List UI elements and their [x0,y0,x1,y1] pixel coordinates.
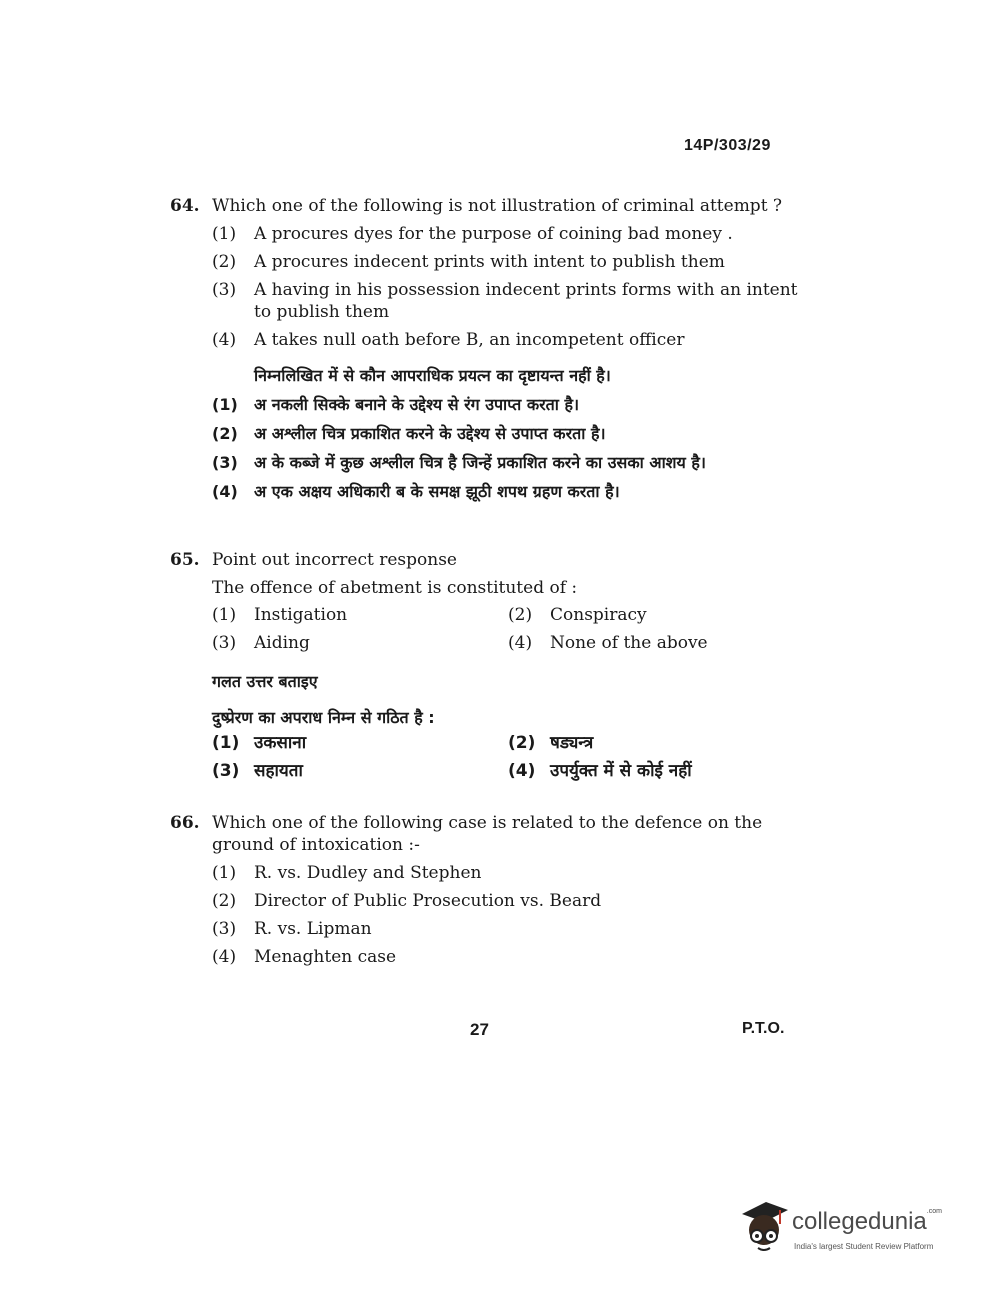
question-number: 64. [170,196,200,216]
option: (2) Conspiracy [508,605,647,625]
hindi-option: (2) अ अश्लील चित्र प्रकाशित करने के उद्देश्य से उपाप्त करता है। [212,424,606,443]
hindi-question-subtext: दुष्प्रेरण का अपराध निम्न से गठित है : [212,708,435,727]
option: (1) R. vs. Dudley and Stephen [212,863,482,883]
question-number: 65. [170,550,200,570]
option: (3) A having in his possession indecent prints forms with an intent to publish them [212,280,798,322]
hindi-option: (3) अ के कब्जे में कुछ अश्लील चित्र है जिन्हें प्रकाशित करने का उसका आशय है। [212,453,706,472]
hindi-option: (2) षड्यन्त्र [508,733,594,753]
paper-code: 14P/303/29 [684,137,771,154]
option: (1) A procures dyes for the purpose of coining bad money . [212,224,733,244]
question-number: 66. [170,813,200,833]
option: (4) None of the above [508,633,708,653]
option: (4) Menaghten case [212,947,397,967]
option: (2) A procures indecent prints with intent to publish them [212,252,725,272]
logo-tagline: India's largest Student Review Platform [794,1242,934,1251]
hindi-question-text: गलत उत्तर बताइए [212,672,318,691]
hindi-question-text: निम्नलिखित में से कौन आपराधिक प्रयत्न का दृष्टायन्त नहीं है। [254,366,611,385]
question-text: Which one of the following case is related to the defence on the ground of intoxication :- [212,813,763,855]
hindi-options-grid [212,729,810,785]
question-subtext: The offence of abetment is constituted of : [212,578,578,598]
option: (1) Instigation [212,605,348,625]
question-66 [170,812,810,968]
options-grid [212,601,810,657]
hindi-option: (4) अ एक अक्षय अधिकारी ब के समक्ष झूठी शपथ ग्रहण करता है। [212,482,620,501]
question-65 [170,549,810,785]
question-text: Which one of the following is not illustration of criminal attempt ? [212,196,783,216]
option: (3) R. vs. Lipman [212,919,372,939]
question-text: Point out incorrect response [212,550,457,570]
question-64 [170,195,810,503]
hindi-option: (4) उपर्युक्त में से कोई नहीं [508,761,692,781]
hindi-option: (3) सहायता [212,761,303,781]
hindi-option: (1) उकसाना [212,733,307,753]
hindi-option: (1) अ नकली सिक्के बनाने के उद्देश्य से रंग उपाप्त करता है। [212,395,580,414]
option: (4) A takes null oath before B, an incompetent officer [212,330,685,350]
collegedunia-logo [736,1196,966,1256]
pto-label: P.T.O. [742,1020,785,1037]
option: (3) Aiding [212,633,310,653]
option: (2) Director of Public Prosecution vs. Beard [212,891,602,911]
mascot-icon [736,1196,792,1256]
page-number: 27 [470,1020,489,1039]
logo-wordmark: collegedunia$^{.com}$ [792,1208,942,1235]
